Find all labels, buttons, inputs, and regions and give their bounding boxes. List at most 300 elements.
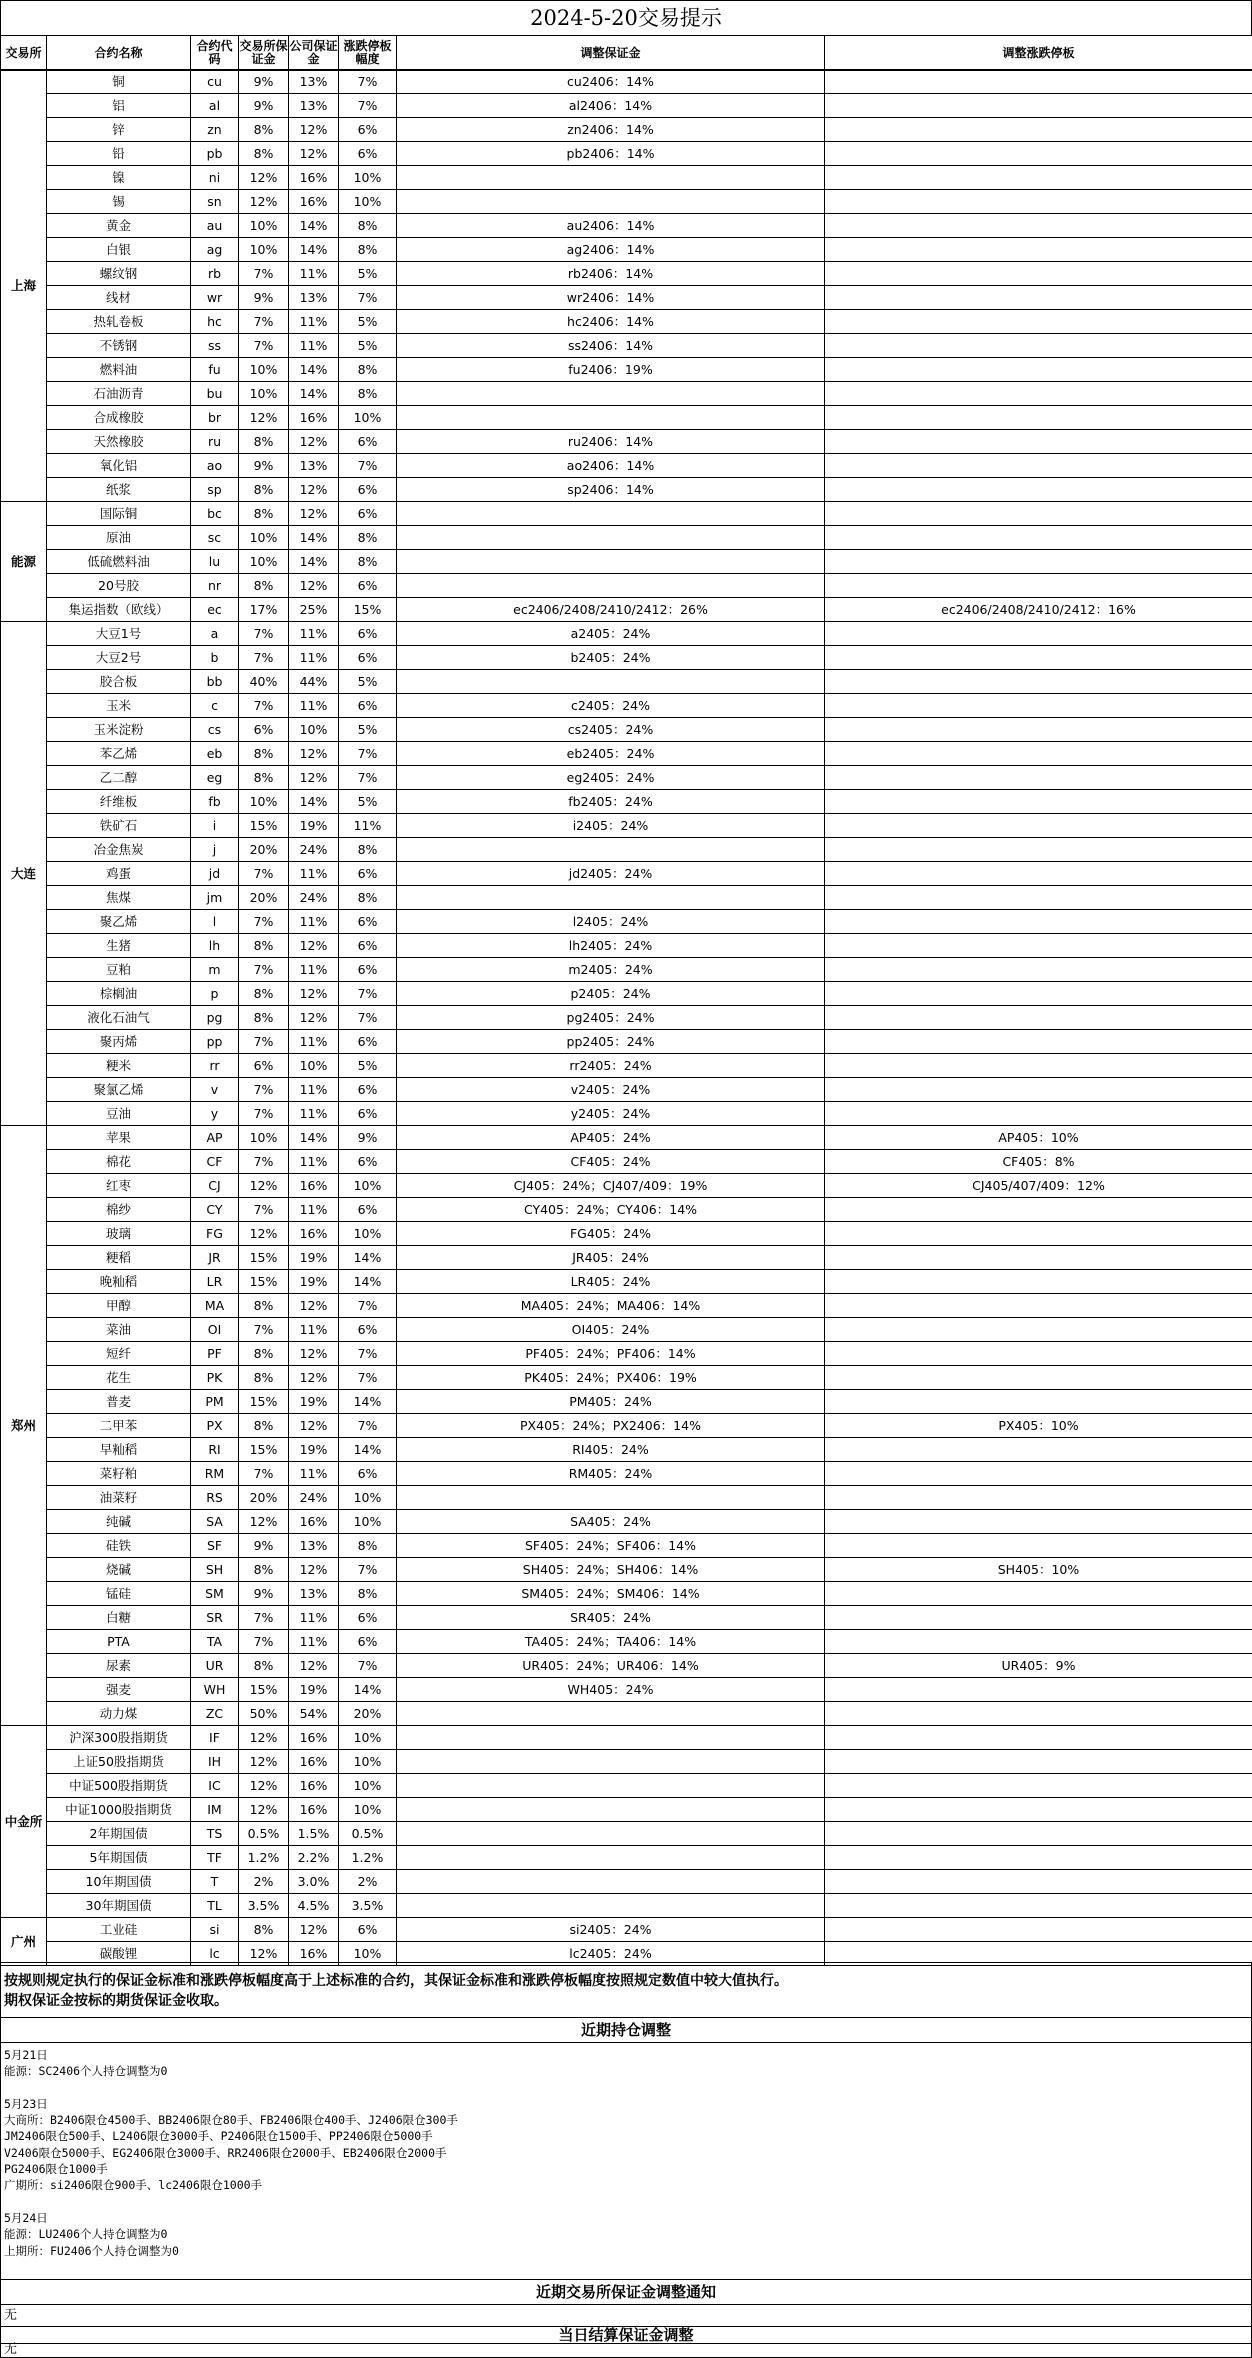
adj-margin-cell: pp2405：24% — [397, 1030, 825, 1054]
adj-margin-cell — [397, 526, 825, 550]
name-cell: 乙二醇 — [47, 766, 191, 790]
adj-limit-cell — [825, 502, 1252, 526]
code-cell: sp — [191, 478, 239, 502]
exchange-margin-notice-heading: 近期交易所保证金调整通知 — [0, 2279, 1252, 2305]
exch-margin-cell: 9% — [239, 70, 289, 94]
code-cell: jm — [191, 886, 239, 910]
limit-cell: 10% — [339, 1726, 397, 1750]
limit-cell: 5% — [339, 334, 397, 358]
adj-margin-cell: CY405：24%；CY406：14% — [397, 1198, 825, 1222]
co-margin-cell: 19% — [289, 1270, 339, 1294]
table-row — [1, 1750, 1252, 1774]
rule-notice — [0, 1962, 1252, 2018]
adj-margin-cell: pg2405：24% — [397, 1006, 825, 1030]
exch-margin-cell: 8% — [239, 1006, 289, 1030]
exch-margin-cell: 20% — [239, 838, 289, 862]
table-row — [1, 1102, 1252, 1126]
adj-limit-cell — [825, 1726, 1252, 1750]
limit-cell: 7% — [339, 1006, 397, 1030]
position-line — [4, 2194, 1251, 2210]
adj-margin-cell: ru2406：14% — [397, 430, 825, 454]
code-cell: jd — [191, 862, 239, 886]
limit-cell: 6% — [339, 1630, 397, 1654]
exch-margin-cell: 8% — [239, 742, 289, 766]
code-cell: TA — [191, 1630, 239, 1654]
settlement-margin-heading: 当日结算保证金调整 — [0, 2326, 1252, 2344]
code-cell: SF — [191, 1534, 239, 1558]
exch-margin-cell: 10% — [239, 238, 289, 262]
adj-margin-cell — [397, 1702, 825, 1726]
exch-margin-cell: 12% — [239, 1942, 289, 1966]
adj-limit-cell — [825, 718, 1252, 742]
limit-cell: 8% — [339, 1534, 397, 1558]
adj-limit-cell — [825, 1006, 1252, 1030]
adj-margin-cell: rb2406：14% — [397, 262, 825, 286]
exch-margin-cell: 7% — [239, 862, 289, 886]
header-adj-margin: 调整保证金 — [397, 36, 825, 71]
name-cell: 碳酸锂 — [47, 1942, 191, 1966]
position-line: 能源：LU2406个人持仓调整为0 — [4, 2227, 168, 2242]
limit-cell: 6% — [339, 118, 397, 142]
exch-margin-cell: 10% — [239, 358, 289, 382]
exch-margin-cell: 8% — [239, 1558, 289, 1582]
co-margin-cell: 12% — [289, 478, 339, 502]
adj-limit-cell — [825, 1294, 1252, 1318]
adj-margin-cell: eg2405：24% — [397, 766, 825, 790]
limit-cell: 6% — [339, 574, 397, 598]
code-cell: al — [191, 94, 239, 118]
co-margin-cell: 11% — [289, 262, 339, 286]
co-margin-cell: 2.2% — [289, 1846, 339, 1870]
name-cell: 铝 — [47, 94, 191, 118]
table-row — [1, 1726, 1252, 1750]
exch-margin-cell: 10% — [239, 790, 289, 814]
table-row — [1, 1390, 1252, 1414]
limit-cell: 6% — [339, 1462, 397, 1486]
adj-limit-cell: CJ405/407/409：12% — [825, 1174, 1252, 1198]
name-cell: 氧化铝 — [47, 454, 191, 478]
co-margin-cell: 14% — [289, 1126, 339, 1150]
header-co-margin: 公司保证金 — [289, 36, 339, 71]
code-cell: UR — [191, 1654, 239, 1678]
limit-cell: 7% — [339, 1294, 397, 1318]
adj-limit-cell — [825, 1390, 1252, 1414]
name-cell: 铅 — [47, 142, 191, 166]
limit-cell: 6% — [339, 1606, 397, 1630]
adj-margin-cell: SM405：24%；SM406：14% — [397, 1582, 825, 1606]
co-margin-cell: 12% — [289, 574, 339, 598]
rule-notice-line1: 按规则规定执行的保证金标准和涨跌停板幅度高于上述标准的合约，其保证金标准和涨跌停板幅度按照规定数值中较大值执行。 — [4, 1973, 788, 1989]
adj-margin-cell: m2405：24% — [397, 958, 825, 982]
adj-limit-cell — [825, 910, 1252, 934]
table-row — [1, 1366, 1252, 1390]
table-row — [1, 454, 1252, 478]
adj-limit-cell — [825, 1462, 1252, 1486]
exch-margin-cell: 8% — [239, 430, 289, 454]
adj-margin-cell — [397, 1726, 825, 1750]
exch-margin-cell: 8% — [239, 1294, 289, 1318]
limit-cell: 7% — [339, 982, 397, 1006]
code-cell: IC — [191, 1774, 239, 1798]
co-margin-cell: 11% — [289, 1462, 339, 1486]
name-cell: 聚氯乙烯 — [47, 1078, 191, 1102]
adj-limit-cell — [825, 982, 1252, 1006]
exch-margin-cell: 7% — [239, 1030, 289, 1054]
adj-limit-cell — [825, 1030, 1252, 1054]
co-margin-cell: 11% — [289, 646, 339, 670]
adj-margin-cell: a2405：24% — [397, 622, 825, 646]
code-cell: pp — [191, 1030, 239, 1054]
adj-margin-cell: wr2406：14% — [397, 286, 825, 310]
adj-limit-cell — [825, 814, 1252, 838]
code-cell: sc — [191, 526, 239, 550]
adj-margin-cell: AP405：24% — [397, 1126, 825, 1150]
code-cell: bu — [191, 382, 239, 406]
table-row — [1, 1414, 1252, 1438]
co-margin-cell: 13% — [289, 70, 339, 94]
name-cell: 30年期国债 — [47, 1894, 191, 1918]
exchange-cell: 广州 — [1, 1918, 47, 1966]
table-row — [1, 814, 1252, 838]
exch-margin-cell: 12% — [239, 406, 289, 430]
code-cell: IF — [191, 1726, 239, 1750]
table-row — [1, 1318, 1252, 1342]
adj-limit-cell — [825, 430, 1252, 454]
exch-margin-cell: 7% — [239, 694, 289, 718]
adj-margin-cell — [397, 1774, 825, 1798]
name-cell: 热轧卷板 — [47, 310, 191, 334]
adj-margin-cell — [397, 382, 825, 406]
exch-margin-cell: 9% — [239, 94, 289, 118]
table-row — [1, 1846, 1252, 1870]
code-cell: p — [191, 982, 239, 1006]
adj-margin-cell: fu2406：19% — [397, 358, 825, 382]
exch-margin-cell: 8% — [239, 934, 289, 958]
table-row — [1, 1030, 1252, 1054]
exch-margin-cell: 7% — [239, 1102, 289, 1126]
table-row — [1, 1582, 1252, 1606]
name-cell: 石油沥青 — [47, 382, 191, 406]
adj-margin-cell: PM405：24% — [397, 1390, 825, 1414]
co-margin-cell: 12% — [289, 1294, 339, 1318]
table-row — [1, 1558, 1252, 1582]
adj-limit-cell — [825, 1222, 1252, 1246]
code-cell: PK — [191, 1366, 239, 1390]
name-cell: 油菜籽 — [47, 1486, 191, 1510]
adj-limit-cell — [825, 94, 1252, 118]
limit-cell: 7% — [339, 454, 397, 478]
limit-cell: 8% — [339, 838, 397, 862]
adj-limit-cell: SH405：10% — [825, 1558, 1252, 1582]
table-row — [1, 94, 1252, 118]
limit-cell: 5% — [339, 718, 397, 742]
adj-margin-cell: FG405：24% — [397, 1222, 825, 1246]
exch-margin-cell: 15% — [239, 1270, 289, 1294]
exch-margin-cell: 8% — [239, 118, 289, 142]
co-margin-cell: 14% — [289, 526, 339, 550]
adj-limit-cell: CF405：8% — [825, 1150, 1252, 1174]
adj-margin-cell: eb2405：24% — [397, 742, 825, 766]
table-row — [1, 478, 1252, 502]
table-row — [1, 310, 1252, 334]
name-cell: 强麦 — [47, 1678, 191, 1702]
position-line: 大商所：B2406限仓4500手、BB2406限仓80手、FB2406限仓400手、J2406限仓300手 — [4, 2113, 458, 2128]
table-row — [1, 214, 1252, 238]
adj-margin-cell: SH405：24%；SH406：14% — [397, 1558, 825, 1582]
code-cell: TS — [191, 1822, 239, 1846]
exch-margin-cell: 12% — [239, 190, 289, 214]
header-limit: 涨跌停板幅度 — [339, 36, 397, 71]
limit-cell: 8% — [339, 358, 397, 382]
co-margin-cell: 24% — [289, 1486, 339, 1510]
co-margin-cell: 12% — [289, 1366, 339, 1390]
exch-margin-cell: 40% — [239, 670, 289, 694]
adj-limit-cell: UR405：9% — [825, 1654, 1252, 1678]
adj-limit-cell — [825, 550, 1252, 574]
exch-margin-cell: 15% — [239, 1246, 289, 1270]
exchange-cell: 上海 — [1, 70, 47, 502]
exch-margin-cell: 10% — [239, 382, 289, 406]
exch-margin-cell: 7% — [239, 1606, 289, 1630]
name-cell: 二甲苯 — [47, 1414, 191, 1438]
co-margin-cell: 11% — [289, 958, 339, 982]
adj-margin-cell — [397, 1750, 825, 1774]
limit-cell: 10% — [339, 1174, 397, 1198]
limit-cell: 10% — [339, 1222, 397, 1246]
adj-margin-cell: lh2405：24% — [397, 934, 825, 958]
adj-margin-cell: ag2406：14% — [397, 238, 825, 262]
code-cell: ss — [191, 334, 239, 358]
adj-limit-cell: ec2406/2408/2410/2412：16% — [825, 598, 1252, 622]
co-margin-cell: 16% — [289, 406, 339, 430]
table-row — [1, 1774, 1252, 1798]
name-cell: 硅铁 — [47, 1534, 191, 1558]
table-row — [1, 838, 1252, 862]
limit-cell: 7% — [339, 70, 397, 94]
co-margin-cell: 12% — [289, 742, 339, 766]
co-margin-cell: 12% — [289, 1558, 339, 1582]
adj-margin-cell: PF405：24%；PF406：14% — [397, 1342, 825, 1366]
table-row — [1, 1006, 1252, 1030]
co-margin-cell: 12% — [289, 118, 339, 142]
code-cell: CF — [191, 1150, 239, 1174]
co-margin-cell: 16% — [289, 1726, 339, 1750]
exch-margin-cell: 7% — [239, 310, 289, 334]
adj-limit-cell — [825, 1582, 1252, 1606]
adj-margin-cell: si2405：24% — [397, 1918, 825, 1942]
table-row — [1, 1246, 1252, 1270]
code-cell: ag — [191, 238, 239, 262]
adj-margin-cell: pb2406：14% — [397, 142, 825, 166]
code-cell: RS — [191, 1486, 239, 1510]
co-margin-cell: 14% — [289, 358, 339, 382]
limit-cell: 0.5% — [339, 1822, 397, 1846]
table-row — [1, 430, 1252, 454]
code-cell: sn — [191, 190, 239, 214]
exch-margin-cell: 7% — [239, 910, 289, 934]
table-row — [1, 1078, 1252, 1102]
code-cell: AP — [191, 1126, 239, 1150]
name-cell: 锰硅 — [47, 1582, 191, 1606]
co-margin-cell: 11% — [289, 910, 339, 934]
limit-cell: 7% — [339, 1414, 397, 1438]
adj-margin-cell — [397, 1894, 825, 1918]
exch-margin-cell: 12% — [239, 1174, 289, 1198]
name-cell: 冶金焦炭 — [47, 838, 191, 862]
adj-margin-cell: CF405：24% — [397, 1150, 825, 1174]
table-row — [1, 1822, 1252, 1846]
exch-margin-cell: 10% — [239, 214, 289, 238]
table-row — [1, 790, 1252, 814]
code-cell: i — [191, 814, 239, 838]
adj-limit-cell — [825, 334, 1252, 358]
adj-limit-cell — [825, 1198, 1252, 1222]
name-cell: 棉纱 — [47, 1198, 191, 1222]
limit-cell: 6% — [339, 1198, 397, 1222]
table-row — [1, 622, 1252, 646]
adj-margin-cell: UR405：24%；UR406：14% — [397, 1654, 825, 1678]
co-margin-cell: 12% — [289, 766, 339, 790]
co-margin-cell: 19% — [289, 1678, 339, 1702]
co-margin-cell: 12% — [289, 982, 339, 1006]
code-cell: cs — [191, 718, 239, 742]
exchange-cell: 大连 — [1, 622, 47, 1126]
code-cell: JR — [191, 1246, 239, 1270]
limit-cell: 7% — [339, 742, 397, 766]
limit-cell: 10% — [339, 1798, 397, 1822]
adj-limit-cell — [825, 1510, 1252, 1534]
code-cell: fb — [191, 790, 239, 814]
adj-margin-cell — [397, 574, 825, 598]
code-cell: IH — [191, 1750, 239, 1774]
limit-cell: 8% — [339, 214, 397, 238]
adj-margin-cell — [397, 502, 825, 526]
name-cell: 豆油 — [47, 1102, 191, 1126]
limit-cell: 6% — [339, 646, 397, 670]
limit-cell: 6% — [339, 502, 397, 526]
code-cell: lu — [191, 550, 239, 574]
name-cell: 纸浆 — [47, 478, 191, 502]
position-adjust-heading: 近期持仓调整 — [0, 2017, 1252, 2043]
name-cell: 苯乙烯 — [47, 742, 191, 766]
exchange-margin-notice-body: 无 — [0, 2305, 1252, 2327]
adj-limit-cell — [825, 1438, 1252, 1462]
exch-margin-cell: 17% — [239, 598, 289, 622]
adj-limit-cell — [825, 1366, 1252, 1390]
limit-cell: 7% — [339, 94, 397, 118]
adj-margin-cell: RM405：24% — [397, 1462, 825, 1486]
exch-margin-cell: 10% — [239, 526, 289, 550]
table-row — [1, 598, 1252, 622]
limit-cell: 6% — [339, 1318, 397, 1342]
code-cell: PM — [191, 1390, 239, 1414]
co-margin-cell: 16% — [289, 1798, 339, 1822]
co-margin-cell: 12% — [289, 1654, 339, 1678]
code-cell: ec — [191, 598, 239, 622]
position-line: 广期所：si2406限仓900手、lc2406限仓1000手 — [4, 2178, 263, 2193]
table-row — [1, 166, 1252, 190]
co-margin-cell: 16% — [289, 1510, 339, 1534]
adj-margin-cell — [397, 550, 825, 574]
adj-limit-cell — [825, 1630, 1252, 1654]
exch-margin-cell: 12% — [239, 1750, 289, 1774]
co-margin-cell: 16% — [289, 1774, 339, 1798]
name-cell: 上证50股指期货 — [47, 1750, 191, 1774]
contracts-body — [1, 70, 1252, 1966]
adj-margin-cell — [397, 670, 825, 694]
adj-margin-cell — [397, 1846, 825, 1870]
adj-limit-cell — [825, 454, 1252, 478]
adj-limit-cell — [825, 886, 1252, 910]
header-table — [0, 35, 1252, 71]
code-cell: CY — [191, 1198, 239, 1222]
exch-margin-cell: 12% — [239, 1798, 289, 1822]
code-cell: au — [191, 214, 239, 238]
limit-cell: 3.5% — [339, 1894, 397, 1918]
name-cell: 5年期国债 — [47, 1846, 191, 1870]
table-row — [1, 1342, 1252, 1366]
adj-margin-cell — [397, 1822, 825, 1846]
exch-margin-cell: 15% — [239, 1678, 289, 1702]
name-cell: 中证500股指期货 — [47, 1774, 191, 1798]
co-margin-cell: 16% — [289, 1222, 339, 1246]
name-cell: 短纤 — [47, 1342, 191, 1366]
position-line: 5月23日 — [4, 2096, 48, 2111]
adj-limit-cell — [825, 1822, 1252, 1846]
table-row — [1, 1462, 1252, 1486]
adj-limit-cell — [825, 790, 1252, 814]
code-cell: b — [191, 646, 239, 670]
position-line: V2406限仓5000手、EG2406限仓3000手、RR2406限仓2000手、EB2406限仓2000手 — [4, 2145, 447, 2160]
exchange-cell: 中金所 — [1, 1726, 47, 1918]
position-line: 上期所：FU2406个人持仓调整为0 — [4, 2243, 179, 2258]
table-row — [1, 334, 1252, 358]
limit-cell: 20% — [339, 1702, 397, 1726]
name-cell: 大豆1号 — [47, 622, 191, 646]
exch-margin-cell: 1.2% — [239, 1846, 289, 1870]
adj-limit-cell — [825, 310, 1252, 334]
adj-margin-cell — [397, 1486, 825, 1510]
name-cell: 苹果 — [47, 1126, 191, 1150]
adj-margin-cell: ec2406/2408/2410/2412：26% — [397, 598, 825, 622]
name-cell: 2年期国债 — [47, 1822, 191, 1846]
name-cell: 生猪 — [47, 934, 191, 958]
name-cell: 焦煤 — [47, 886, 191, 910]
co-margin-cell: 11% — [289, 1318, 339, 1342]
adj-margin-cell: fb2405：24% — [397, 790, 825, 814]
co-margin-cell: 3.0% — [289, 1870, 339, 1894]
position-line: 能源：SC2406个人持仓调整为0 — [4, 2064, 168, 2079]
adj-margin-cell: cu2406：14% — [397, 70, 825, 94]
code-cell: zn — [191, 118, 239, 142]
exch-margin-cell: 8% — [239, 502, 289, 526]
code-cell: PX — [191, 1414, 239, 1438]
limit-cell: 6% — [339, 430, 397, 454]
adj-limit-cell — [825, 1102, 1252, 1126]
co-margin-cell: 14% — [289, 382, 339, 406]
header-code: 合约代码 — [191, 36, 239, 71]
table-row — [1, 358, 1252, 382]
co-margin-cell: 54% — [289, 1702, 339, 1726]
adj-limit-cell — [825, 382, 1252, 406]
name-cell: 豆粕 — [47, 958, 191, 982]
limit-cell: 10% — [339, 1486, 397, 1510]
name-cell: 合成橡胶 — [47, 406, 191, 430]
exch-margin-cell: 3.5% — [239, 1894, 289, 1918]
co-margin-cell: 19% — [289, 1438, 339, 1462]
table-row — [1, 1798, 1252, 1822]
limit-cell: 5% — [339, 262, 397, 286]
